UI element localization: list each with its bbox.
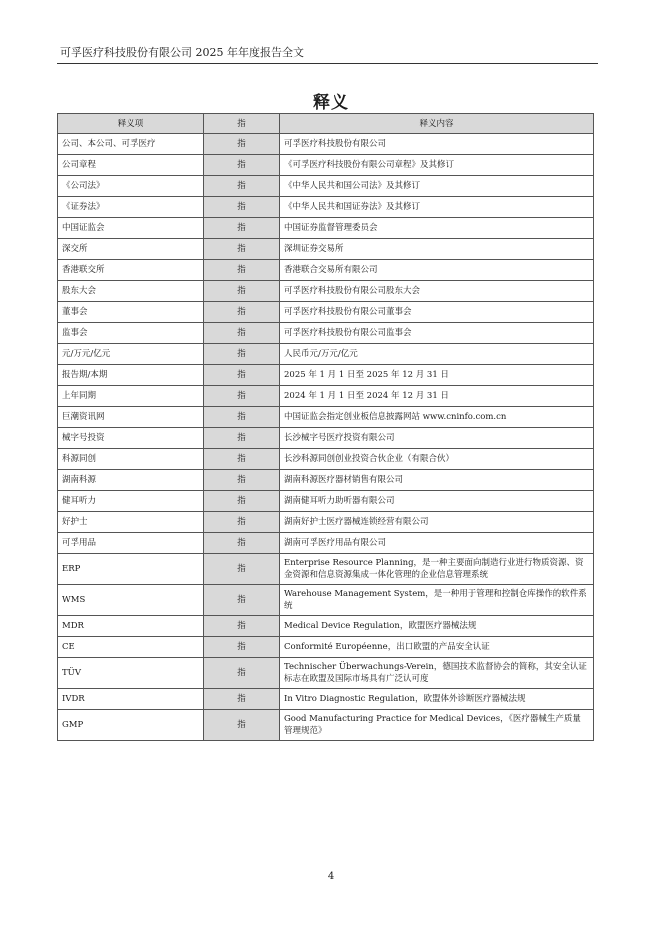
header-definition: 释义内容 — [280, 114, 594, 134]
definition-cell: 《中华人民共和国公司法》及其修订 — [280, 176, 594, 197]
ref-cell: 指 — [204, 239, 280, 260]
definition-cell: 可孚医疗科技股份有限公司董事会 — [280, 302, 594, 323]
table-body — [58, 134, 594, 741]
table-row — [58, 554, 594, 585]
table-row — [58, 134, 594, 155]
ref-cell: 指 — [204, 512, 280, 533]
table-row — [58, 281, 594, 302]
ref-cell: 指 — [204, 637, 280, 658]
table-row — [58, 155, 594, 176]
ref-cell: 指 — [204, 554, 280, 585]
table-row — [58, 637, 594, 658]
term-cell: CE — [58, 637, 204, 658]
term-cell: 《公司法》 — [58, 176, 204, 197]
ref-cell: 指 — [204, 134, 280, 155]
definition-cell: 湖南可孚医疗用品有限公司 — [280, 533, 594, 554]
definition-cell: 长沙械字号医疗投资有限公司 — [280, 428, 594, 449]
glossary-table — [57, 113, 594, 741]
ref-cell: 指 — [204, 710, 280, 741]
term-cell: 健耳听力 — [58, 491, 204, 512]
ref-cell: 指 — [204, 281, 280, 302]
definition-cell: 2024 年 1 月 1 日至 2024 年 12 月 31 日 — [280, 386, 594, 407]
term-cell: TÜV — [58, 658, 204, 689]
table-row — [58, 512, 594, 533]
table-row — [58, 585, 594, 616]
definition-cell: 可孚医疗科技股份有限公司 — [280, 134, 594, 155]
term-cell: 董事会 — [58, 302, 204, 323]
table-row — [58, 386, 594, 407]
definition-cell: 香港联合交易所有限公司 — [280, 260, 594, 281]
table-row — [58, 176, 594, 197]
header-divider — [57, 63, 598, 64]
term-cell: 《证券法》 — [58, 197, 204, 218]
definition-cell: 湖南科源医疗器材销售有限公司 — [280, 470, 594, 491]
term-cell: 公司、本公司、可孚医疗 — [58, 134, 204, 155]
ref-cell: 指 — [204, 155, 280, 176]
term-cell: 械字号投资 — [58, 428, 204, 449]
term-cell: 可孚用品 — [58, 533, 204, 554]
ref-cell: 指 — [204, 218, 280, 239]
definition-cell: 长沙科源同创创业投资合伙企业（有限合伙） — [280, 449, 594, 470]
ref-cell: 指 — [204, 658, 280, 689]
term-cell: 香港联交所 — [58, 260, 204, 281]
definition-cell: 湖南好护士医疗器械连锁经营有限公司 — [280, 512, 594, 533]
definition-cell: 深圳证券交易所 — [280, 239, 594, 260]
table-row — [58, 533, 594, 554]
term-cell: 科源同创 — [58, 449, 204, 470]
term-cell: 股东大会 — [58, 281, 204, 302]
ref-cell: 指 — [204, 344, 280, 365]
term-cell: 中国证监会 — [58, 218, 204, 239]
table-row — [58, 344, 594, 365]
term-cell: WMS — [58, 585, 204, 616]
table-row — [58, 197, 594, 218]
ref-cell: 指 — [204, 689, 280, 710]
definition-cell: 人民币元/万元/亿元 — [280, 344, 594, 365]
term-cell: 好护士 — [58, 512, 204, 533]
header-term: 释义项 — [58, 114, 204, 134]
term-cell: IVDR — [58, 689, 204, 710]
table-row — [58, 239, 594, 260]
term-cell: ERP — [58, 554, 204, 585]
table-row — [58, 218, 594, 239]
table-row — [58, 449, 594, 470]
table-row — [58, 658, 594, 689]
ref-cell: 指 — [204, 365, 280, 386]
ref-cell: 指 — [204, 323, 280, 344]
term-cell: GMP — [58, 710, 204, 741]
definition-cell: Good Manufacturing Practice for Medical Devices，《医疗器械生产质量管理规范》 — [280, 710, 594, 741]
term-cell: 监事会 — [58, 323, 204, 344]
definition-cell: 《中华人民共和国证券法》及其修订 — [280, 197, 594, 218]
definition-cell: 中国证监会指定创业板信息披露网站 www.cninfo.com.cn — [280, 407, 594, 428]
ref-cell: 指 — [204, 449, 280, 470]
definition-cell: 可孚医疗科技股份有限公司监事会 — [280, 323, 594, 344]
definition-cell: Technischer Überwachungs-Verein，德国技术监督协会的简称，其安全认证标志在欧盟及国际市场具有广泛认可度 — [280, 658, 594, 689]
ref-cell: 指 — [204, 407, 280, 428]
table-header-row — [58, 114, 594, 134]
ref-cell: 指 — [204, 616, 280, 637]
term-cell: 上年同期 — [58, 386, 204, 407]
term-cell: 深交所 — [58, 239, 204, 260]
ref-cell: 指 — [204, 470, 280, 491]
definition-cell: 2025 年 1 月 1 日至 2025 年 12 月 31 日 — [280, 365, 594, 386]
definition-cell: 可孚医疗科技股份有限公司股东大会 — [280, 281, 594, 302]
ref-cell: 指 — [204, 197, 280, 218]
definition-cell: In Vitro Diagnostic Regulation，欧盟体外诊断医疗器械法规 — [280, 689, 594, 710]
table-row — [58, 710, 594, 741]
definition-cell: 中国证券监督管理委员会 — [280, 218, 594, 239]
term-cell: 报告期/本期 — [58, 365, 204, 386]
table-row — [58, 428, 594, 449]
ref-cell: 指 — [204, 585, 280, 616]
table-row — [58, 689, 594, 710]
table-row — [58, 302, 594, 323]
term-cell: 巨潮资讯网 — [58, 407, 204, 428]
table-row — [58, 407, 594, 428]
table-row — [58, 323, 594, 344]
page-header: 可孚医疗科技股份有限公司 2025 年年度报告全文 — [60, 46, 304, 59]
table-row — [58, 365, 594, 386]
ref-cell: 指 — [204, 176, 280, 197]
ref-cell: 指 — [204, 386, 280, 407]
table-row — [58, 491, 594, 512]
term-cell: MDR — [58, 616, 204, 637]
definition-cell: Warehouse Management System，是一种用于管理和控制仓库操作的软件系统 — [280, 585, 594, 616]
term-cell: 元/万元/亿元 — [58, 344, 204, 365]
page-number: 4 — [327, 871, 335, 882]
definition-cell: 《可孚医疗科技股份有限公司章程》及其修订 — [280, 155, 594, 176]
ref-cell: 指 — [204, 491, 280, 512]
definition-cell: Medical Device Regulation，欧盟医疗器械法规 — [280, 616, 594, 637]
table-row — [58, 616, 594, 637]
term-cell: 公司章程 — [58, 155, 204, 176]
definition-cell: 湖南健耳听力助听器有限公司 — [280, 491, 594, 512]
ref-cell: 指 — [204, 260, 280, 281]
ref-cell: 指 — [204, 302, 280, 323]
ref-cell: 指 — [204, 428, 280, 449]
ref-cell: 指 — [204, 533, 280, 554]
section-title: 释义 — [313, 93, 349, 113]
table-row — [58, 260, 594, 281]
definition-cell: Enterprise Resource Planning，是一种主要面向制造行业进行物质资源、资金资源和信息资源集成一体化管理的企业信息管理系统 — [280, 554, 594, 585]
definition-cell: Conformité Européenne，出口欧盟的产品安全认证 — [280, 637, 594, 658]
term-cell: 湖南科源 — [58, 470, 204, 491]
table-row — [58, 470, 594, 491]
header-ref: 指 — [204, 114, 280, 134]
